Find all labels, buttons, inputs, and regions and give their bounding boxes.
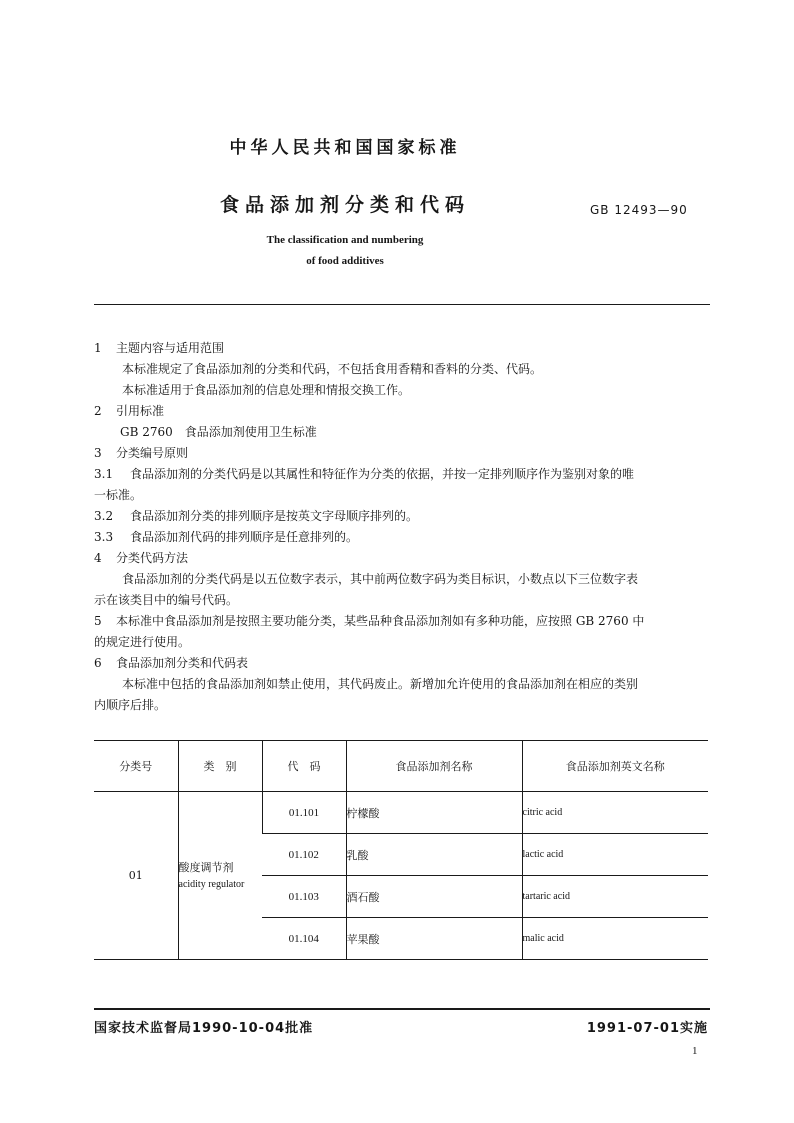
section-number: 5 (94, 614, 102, 628)
cn-name-cell: 苹果酸 (346, 918, 522, 960)
subsection-number: 3.3 (94, 530, 114, 544)
additive-table-container (94, 740, 708, 960)
section-3-2 (94, 506, 714, 527)
national-standard-heading: 中华人民共和国国家标准 (229, 138, 461, 158)
document-title: 食品添加剂分类和代码 (219, 194, 470, 216)
section-1-heading (94, 338, 714, 359)
standard-code: GB 12493—90 (590, 203, 688, 217)
page-number: 1 (692, 1045, 698, 1057)
section-number: 2 (94, 404, 102, 418)
section-number: 6 (94, 656, 102, 670)
code-cell: 01.102 (262, 834, 346, 876)
code-cell: 01.101 (262, 792, 346, 834)
body-text (94, 338, 714, 716)
section-title: 分类编号原则 (116, 446, 189, 460)
english-title-line2: of food additives (306, 255, 384, 267)
english-title-line1: The classification and numbering (266, 234, 424, 246)
en-name-cell: citric acid (522, 792, 708, 834)
header-divider (94, 304, 710, 305)
class-number-cell: 01 (94, 792, 178, 960)
section-2-reference: GB 2760 食品添加剂使用卫生标准 (120, 425, 317, 439)
additive-code-table (94, 740, 708, 960)
section-1-paragraph-2: 本标准适用于食品添加剂的信息处理和情报交换工作。 (122, 383, 411, 397)
subsection-text: 食品添加剂分类的排列顺序是按英文字母顺序排列的。 (130, 509, 419, 523)
header-cn-name: 食品添加剂名称 (346, 741, 522, 792)
subsection-text: 食品添加剂的分类代码是以其属性和特征作为分类的依据，并按一定排列顺序作为鉴别对象的唯 (130, 467, 635, 481)
code-cell: 01.104 (262, 918, 346, 960)
cn-name-cell: 酒石酸 (346, 876, 522, 918)
header-class-no: 分类号 (94, 741, 178, 792)
code-cell: 01.103 (262, 876, 346, 918)
cn-name-cell: 柠檬酸 (346, 792, 522, 834)
section-title: 引用标准 (116, 404, 165, 418)
section-4-line-1: 食品添加剂的分类代码是以五位数字表示，其中前两位数字码为类目标识，小数点以下三位数字表 (122, 572, 639, 586)
section-2-heading (94, 401, 714, 422)
section-title: 食品添加剂分类和代码表 (116, 656, 249, 670)
approval-note: 国家技术监督局1990-10-04批准 (94, 1021, 314, 1036)
section-3-3 (94, 527, 714, 548)
section-3-1-line-1 (94, 464, 714, 485)
section-number: 1 (94, 341, 102, 355)
en-name-cell: lactic acid (522, 834, 708, 876)
category-cn: 酸度调节剂 (178, 860, 234, 874)
header-category: 类 别 (178, 741, 262, 792)
section-3-heading (94, 443, 714, 464)
header-code: 代 码 (262, 741, 346, 792)
section-number: 4 (94, 551, 102, 565)
section-4-line-2: 示在该类目中的编号代码。 (94, 593, 239, 607)
section-3-1-line-2: 一标准。 (94, 488, 143, 502)
en-name-cell: tartaric acid (522, 876, 708, 918)
table-header-row (94, 741, 708, 792)
section-6-line-2: 内顺序后排。 (94, 698, 167, 712)
subsection-text: 食品添加剂代码的排列顺序是任意排列的。 (130, 530, 359, 544)
section-text: 本标准中食品添加剂是按照主要功能分类，某些品种食品添加剂如有多种功能，应按照 GB 2760 中 (116, 614, 645, 628)
table-row (94, 792, 708, 834)
section-1-paragraph-1: 本标准规定了食品添加剂的分类和代码，不包括食用香精和香料的分类、代码。 (122, 362, 543, 376)
cn-name-cell: 乳酸 (346, 834, 522, 876)
section-6-heading (94, 653, 714, 674)
section-4-heading (94, 548, 714, 569)
en-name-cell: malic acid (522, 918, 708, 960)
section-title: 分类代码方法 (116, 551, 189, 565)
section-6-line-1: 本标准中包括的食品添加剂如禁止使用，其代码废止。新增加允许使用的食品添加剂在相应的类别 (122, 677, 639, 691)
footer-divider (94, 1008, 710, 1010)
category-cell (178, 792, 262, 960)
section-5-line-2: 的规定进行使用。 (94, 635, 191, 649)
subsection-number: 3.2 (94, 509, 114, 523)
category-en: acidity regulator (178, 878, 245, 890)
subsection-number: 3.1 (94, 467, 114, 481)
section-title: 主题内容与适用范围 (116, 341, 225, 355)
effective-date: 1991-07-01实施 (586, 1021, 708, 1036)
header-en-name: 食品添加剂英文名称 (522, 741, 708, 792)
section-5-line-1 (94, 611, 714, 632)
section-number: 3 (94, 446, 102, 460)
